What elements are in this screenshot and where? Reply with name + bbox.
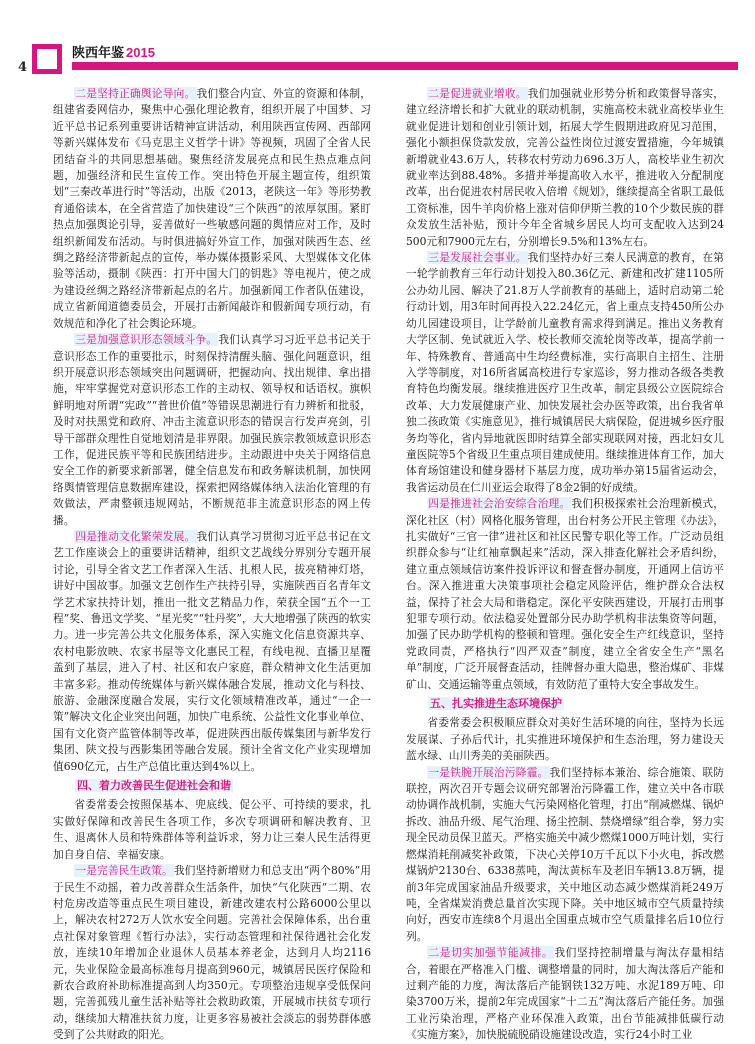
- paragraph-text: 我们积极探索社会治理新模式，深化社区（村）网格化服务管理，出台村务公开民主管理《办法》，扎实做好“三官一律”进社区和社区民警专职化等工作。广泛动员组织群众参与“让红袖章飘起来”活动，深入排查化解社会矛盾纠纷，建立重点领域信访案件投诉评议和督查督办制度，开通网上信访平台。深入推进重大决策事项社会稳定风险评估，维护群众合法权益，保持了社会大局和谐稳定。深化平安陕西建设，开展打击刑事犯罪专项行动。依法稳妥处置部分民办助学机构非法集资等问题，加强了民办助学机构的整顿和管理。强化安全生产红线意识，坚持党政同责，严格执行“四严双查”制度，建立全省安全生产“黑名单”制度，广泛开展督查活动，挂牌督办重大隐患，整治煤矿、非煤矿山、交通运输等重点领域，有效防范了重特大安全事故发生。: [406, 497, 724, 691]
- page-header: [18, 38, 738, 78]
- paragraph-text: 省委常委会按照保基本、兜底线、促公平、可持续的要求，扎实做好保障和改善民生各项工作，多次专项调研和解决教育、卫生、退离休人员和特殊群体等利益诉求，努力让三秦人民生活得更加自身自信、幸福安康。: [53, 798, 371, 861]
- header-rule-bar: [72, 62, 738, 70]
- yearbook-title: 陕西年鉴: [72, 46, 125, 61]
- section-heading-text: 四、着力改善民生促进社会和谐: [77, 779, 231, 793]
- paragraph-lead-highlight: 四是推进社会治安综合治理。: [428, 497, 571, 511]
- page-number: 4: [18, 60, 28, 75]
- paragraph: [406, 945, 724, 1043]
- section-heading: [406, 696, 724, 712]
- paragraph: [406, 715, 724, 764]
- paragraph-text: 我们坚持新增财力和总支出“两个80%”用于民生不动摇，着力改善群众生活条件，加快“气化陕西”二期、农村危房改造等重点民生项目建设，新建改建农村公路6000公里以上，解决农村272万人饮水安全问题。完善社会保障体系，出台重点社保对象管理《暂行办法》，实行动态管理和社保待遇社会化发放，连续10年增加企业退休人员基本养老金，达到月人均2116元，失业保险金最高标准每月提高到960元，城镇居民医疗保险和新农合政府补助标准提高到人均350元。专项整治违规享受低保问题，完善孤残儿童生活补贴等社会救助政策，开展城市扶贫专项行动，继续加大精准扶贫力度，让更多容易被社会淡忘的弱势群体感受到了公共财政的阳光。: [53, 864, 371, 1042]
- right-column: [406, 86, 724, 1044]
- paragraph-text: 我们坚持办好三秦人民满意的教育，在第一轮学前教育三年行动计划投入80.36亿元、新建和改扩建1105所公办幼儿园、解决了21.8万人学前教育的基础上，适时启动第二轮行动计划，用3年时间再投入22.24亿元，省上重点支持450所公办幼儿园建设项目，让学龄前儿童教育需求得到满足。推出义务教育大学区制、免试就近入学、校长教师交流轮岗等改革，提高学前一年、特殊教育、普通高中生均经费标准，实行高职自主招生、注册入学等制度，对16所省属高校进行专家巡诊，努力推动各级各类教育特色均衡发展。继续推进医疗卫生改革，制定县级公立医院综合改革、大力发展健康产业、加快发展社会办医等政策，出台我省单独二孩政策《实施意见》，推行城镇居民大病保险，促进城乡医疗服务均等化，省内异地就医即时结算全部实现联网对接，西北妇女儿童医院等5个省级卫生重点项目建成使用。继续推进体育工作，加大体育场馆建设和健身器材下基层力度，成功举办第15届省运动会，我省运动员在仁川亚运会取得了8金2铜的好成绩。: [406, 251, 724, 494]
- paragraph: [53, 863, 371, 1043]
- section-heading: [53, 778, 371, 794]
- running-title: [72, 42, 155, 61]
- paragraph-text: 我们加强就业形势分析和政策督导落实，建立经济增长和扩大就业的联动机制，实施高校未就业高校毕业生就业促进计划和创业引领计划，拓展大学生假期进政府见习范围，强化小额担保贷款发放，完善公益性岗位过渡安置措施，今年城镇新增就业43.6万人，转移农村劳动力696.3万人，高校毕业生初次就业率达到88.48%。多措并举提高收入水平，推进收入分配制度改革，出台促进农村居民收入倍增《规划》，继续提高全省职工最低工资标准，因牛羊肉价格上涨对信仰伊斯兰教的10个少数民族的群众发放生活补贴，预计今年全省城乡居民人均可支配收入达到24 500元和7900元左右，分别增长9.5%和13%左右。: [406, 87, 724, 248]
- paragraph-lead-highlight: 三是发展社会事业。: [428, 251, 527, 265]
- paragraph-text: 我们整合内宣、外宣的资源和体制，组建省委网信办，聚焦中心强化理论教育，组织开展了中国梦、习近平总书记系列重要讲话精神宣讲活动，利用陕西宣传网、西部网等新兴媒体发布《马克思主义哲学十讲》等视频，巩固了全省人民团结奋斗的共同思想基础。聚焦经济发展亮点和民生热点难点问题，加强经济和民生宣传工作。突出特色开展主题宣传，组织策划“三秦改革进行时”等活动，出版《2013，老陕这一年》等形势教育通俗读本，在全省营造了加快建设“三个陕西”的浓厚氛围。紧盯热点加强舆论引导，妥善做好一些敏感问题的舆情应对工作，及时组织新闻发布活动。与时俱进搞好外宣工作，加强对陕西生态、丝绸之路经济带新起点的宣传，举办媒体摄影采风、大型媒体文化体验等活动，摄制《陕西：打开中国大门的钥匙》等电视片，使之成为建设丝绸之路经济带新起点的名片。加强新闻工作者队伍建设，成立省新闻道德委员会，开展打击新闻敲诈和假新闻专项行动，有效规范和净化了社会舆论环境。: [53, 87, 371, 330]
- paragraph: [53, 332, 371, 529]
- left-column: [53, 86, 371, 1044]
- paragraph-text: 我们认真学习习近平总书记关于意识形态工作的重要批示，时刻保持清醒头脑、强化问题意识，组织开展意识形态领域突出问题调研，把握动向、找出规律、拿出措施，牢牢掌握党对意识形态工作的主动权、领导权和话语权。旗帜鲜明地对所谓“宪政”“普世价值”等错误思潮进行有力辨析和批驳，及时对扶黑党和政府、冲击主流意识形态的错误言行发声亮剑，引导干部群众理性自觉地划清是非界限。加强民族宗教领域意识形态工作，促进民族平等和民族团结进步。主动跟进中央关于网络信息安全工作的新要求新部署，健全信息发布和政务解读机制，加快网络舆情管理信息数据库建设，探索把网络媒体纳入法治化管理的有效做法，严肃整顿违规网站，不断规范非主流意识形态的网上传播。: [53, 333, 371, 527]
- paragraph: [406, 250, 724, 496]
- paragraph: [53, 797, 371, 863]
- yearbook-year: 2015: [126, 45, 155, 60]
- paragraph: [406, 496, 724, 693]
- paragraph-text: 省委常委会积极顺应群众对美好生活环境的向往，坚持为长远发展谋、子孙后代计，扎实推进环境保护和生态治理，努力建设天蓝水绿、山川秀美的美丽陕西。: [406, 716, 724, 763]
- paragraph-lead-highlight: 四是推动文化繁荣发展。: [75, 529, 196, 543]
- paragraph: [53, 529, 371, 775]
- paragraph-lead-highlight: 二是切实加强节能减排。: [428, 946, 554, 960]
- paragraph-text: 我们坚持标本兼治、综合施策、联防联控，两次召开专题会议研究部署治污降霾工作，建立关中各市联动协调作战机制，实施大气污染网格化管理，打出“削减燃煤、锅炉拆改、油品升级、尾气治理、扬尘控制、禁烧增绿”组合拳，努力实现全民动员保卫蓝天。严格实施关中减少燃煤1000万吨计划，实行燃煤消耗削减奖补政策，下决心关停10万千瓦以下小火电，拆改燃煤锅炉2130台、6338蒸吨，淘汰黄标车及老旧车辆13.8万辆，提前3年完成国家油品升级要求，关中地区动态减少燃煤消耗249万吨，全省煤炭消费总量首次实现下降。关中地区城市空气质量持续向好，西安市连续8个月退出全国重点城市空气质量排名后10位行列。: [406, 765, 724, 943]
- paragraph-text: 我们坚持控制增量与淘汰存量相结合，着眼在严格准入门槛、调整增量的同时，加大淘汰落后产能和过剩产能的力度，淘汰落后产能钢铁132万吨、水泥189万吨、印染3700万米，提前2年完成国家“十二五”淘汰落后产能任务。加强工业污染治理，严格产业环保准入政策，出台节能减排低碳行动《实施方案》，加快脱硫脱硝设施建设改造，实行24小时工业: [406, 946, 724, 1042]
- paragraph-lead-highlight: 一是完善民生政策。: [75, 864, 173, 878]
- yearbook-logo-square: [32, 44, 62, 74]
- paragraph-lead-highlight: 二是坚持正确舆论导向。: [75, 87, 196, 100]
- paragraph: [406, 86, 724, 250]
- paragraph: [53, 86, 371, 332]
- paragraph-text: 我们认真学习贯彻习近平总书记在文艺工作座谈会上的重要讲话精神，组织文艺战线分界别分专题开展讨论，引导全省文艺工作者深入生活、扎根人民，拔亮精神灯塔，讲好中国故事。加强文艺创作生产扶持引导，实施陕西百名青年文学艺术家扶持计划，推出一批文艺精品力作，荣获全国“五个一工程”奖、鲁迅文学奖、“星光奖”“牡丹奖”，大大地增强了陕西的软实力。进一步完善公共文化服务体系，深入实施文化信息资源共享、农村电影放映、农家书屋等文化惠民工程，有线电视、直播卫星覆盖到了基层，进入了村、社区和农户家庭，群众精神文化生活更加丰富多彩。推动传统媒体与新兴媒体融合发展，推动文化与科技、旅游、金融深度融合发展，实行文化领域精准改革，通过“一企一策”解决文化企业突出问题，加快广电系统、公益性文化事业单位、国有文化资产监管体制等改革，促进陕西出版传媒集团与新华发行集团、陕文投与西影集团等融合发展。预计全省文化产业实现增加值690亿元，占生产总值比重达到4%以上。: [53, 529, 371, 773]
- section-heading-text: 五、扎实推进生态环境保护: [430, 697, 562, 711]
- paragraph-lead-highlight: 二是促进就业增收。: [428, 87, 527, 100]
- paragraph-lead-highlight: 一是铁腕开展治污降霾。: [428, 765, 549, 779]
- paragraph: [406, 765, 724, 945]
- paragraph-lead-highlight: 三是加强意识形态领域斗争。: [75, 333, 218, 347]
